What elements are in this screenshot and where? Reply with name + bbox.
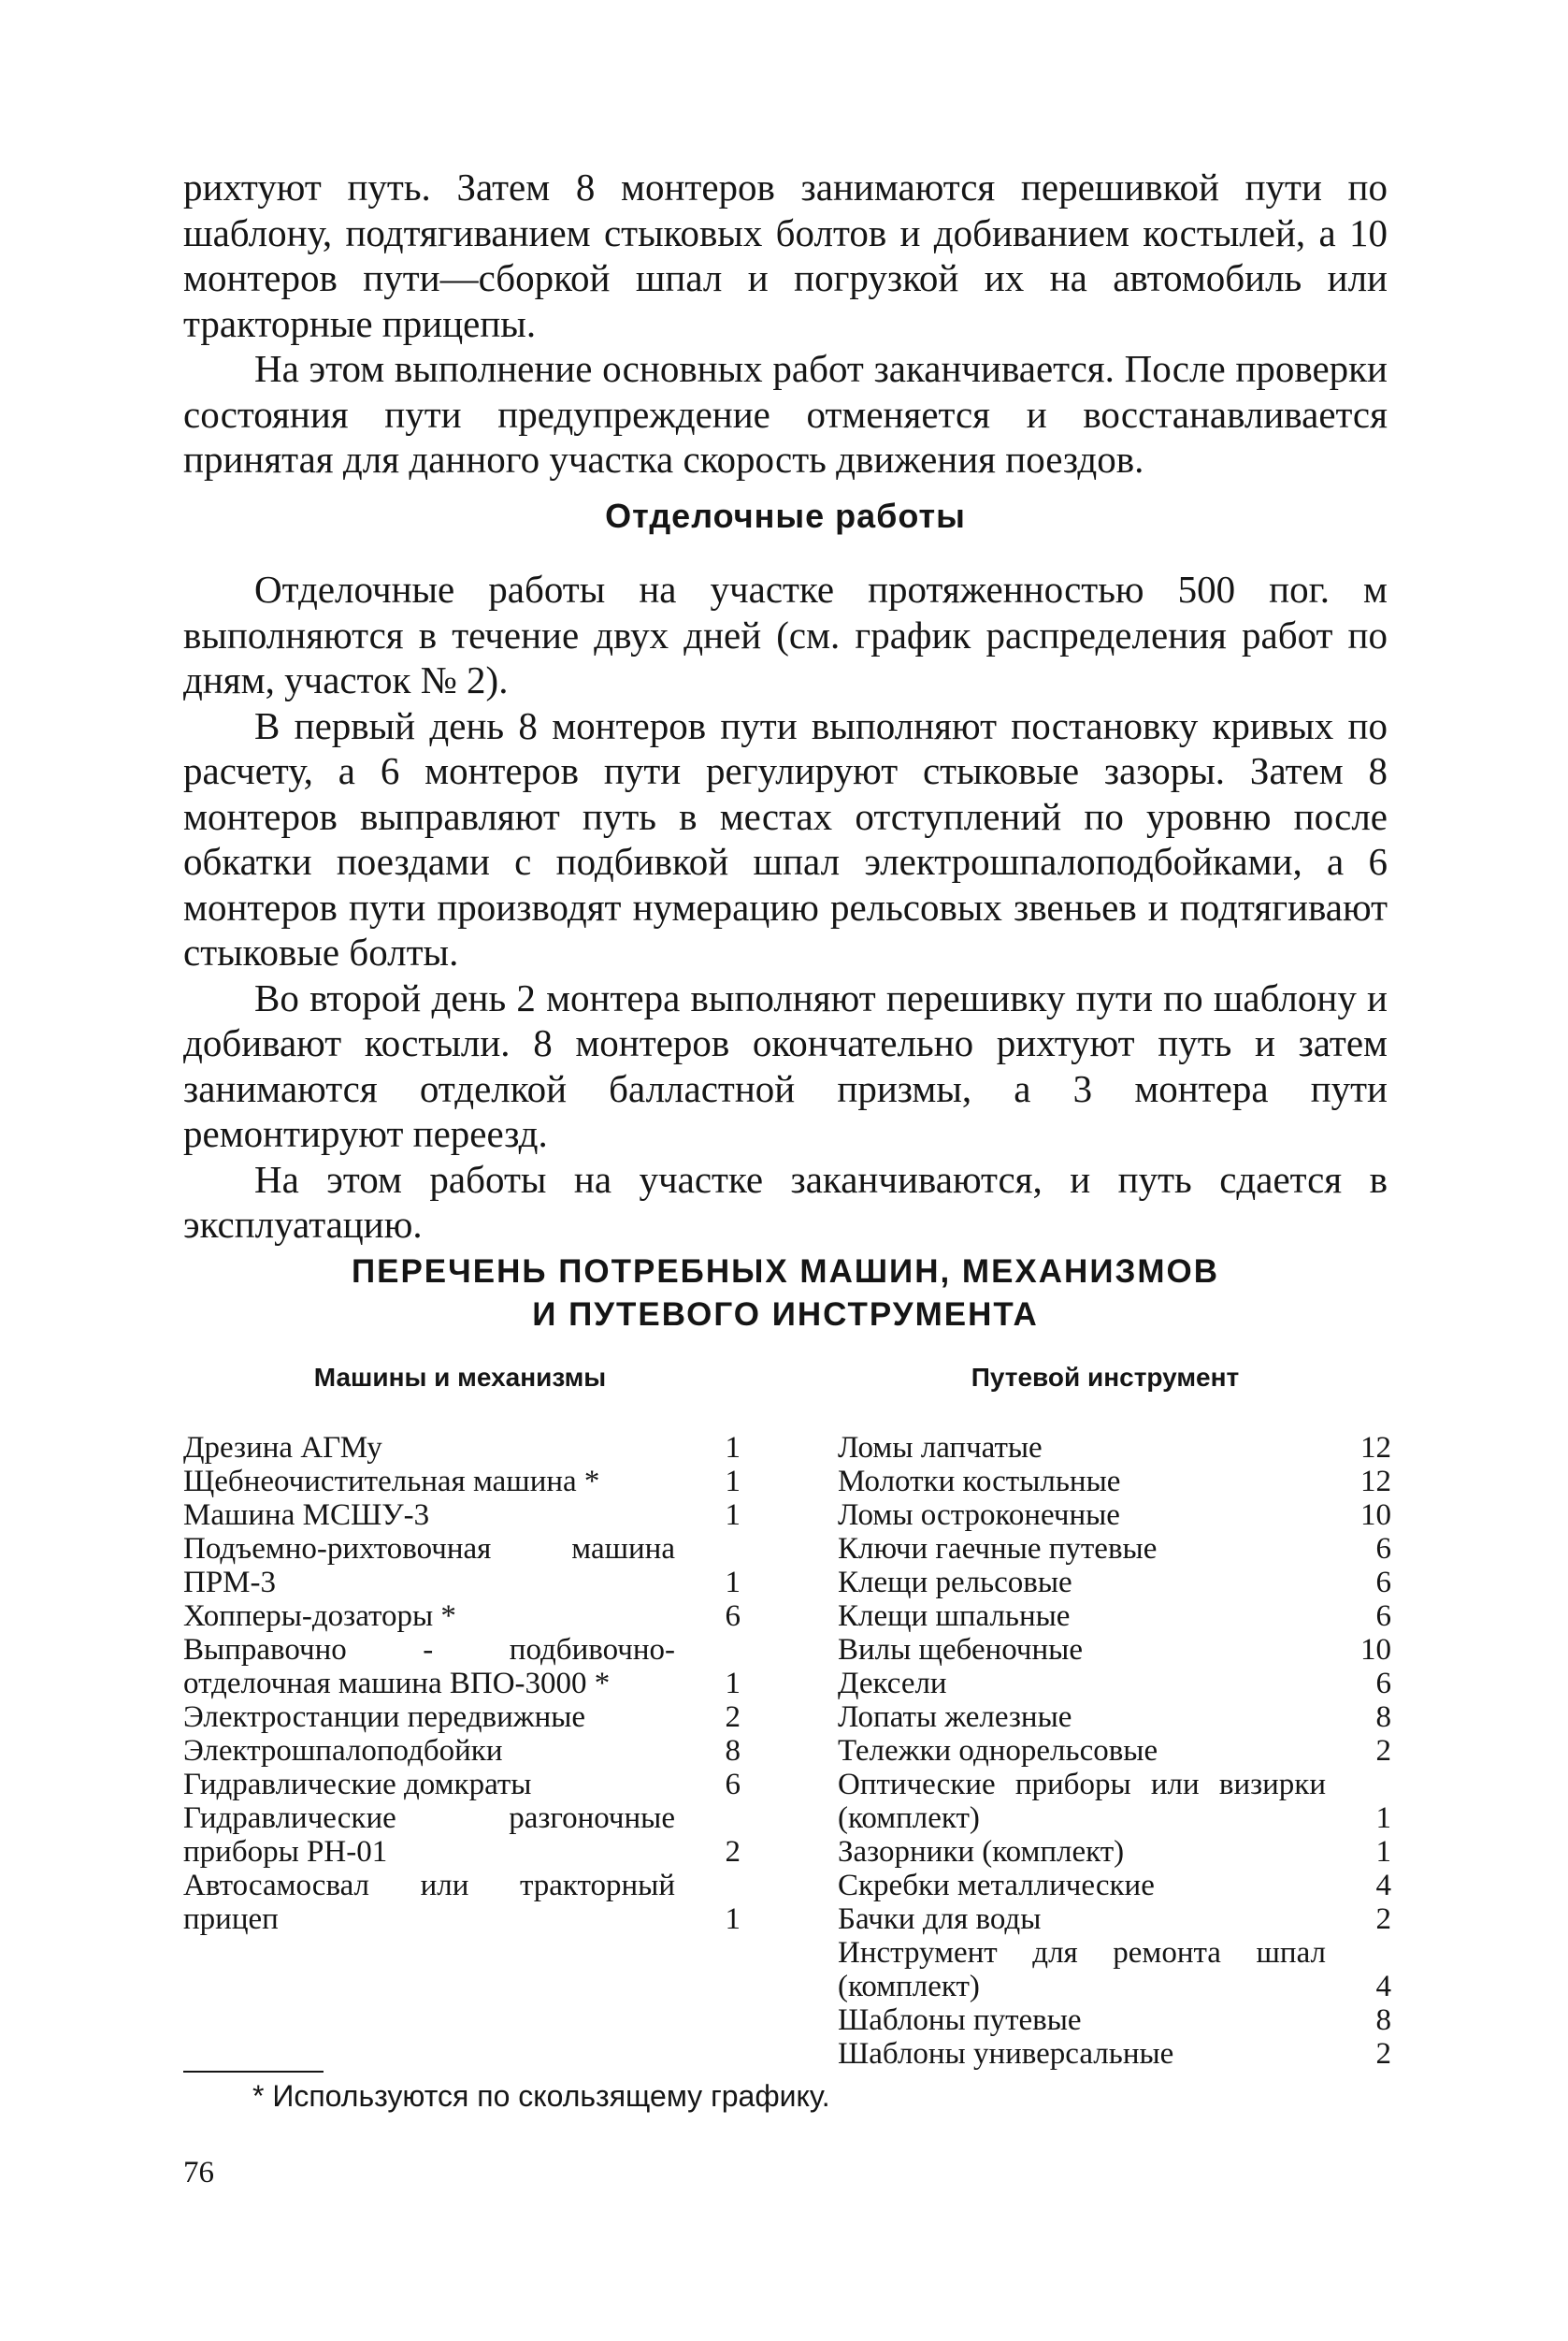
item-quantity: 2 — [725, 1700, 741, 1734]
item-quantity: 2 — [725, 1835, 741, 1869]
item-quantity: 6 — [1375, 1566, 1391, 1599]
list-item — [183, 1768, 741, 1801]
list-item — [838, 2037, 1391, 2071]
item-quantity: 1 — [1375, 1801, 1391, 1835]
item-name: Тележки однорельсовые — [838, 1734, 1158, 1768]
list-item — [183, 1465, 741, 1498]
item-name: Ломы лапчатые — [838, 1431, 1043, 1465]
item-quantity: 2 — [1375, 2037, 1391, 2071]
footnote: * Используются по скользящему графику. — [252, 2079, 830, 2113]
paragraph: рихтуют путь. Затем 8 монтеров занимаются перешивкой пути по шаблону, подтягиванием стыковых болтов и добиванием костылей, а 10 монтеров пути—сборкой шпал и погрузкой их на автомобиль или тракторные прицепы. — [183, 166, 1388, 345]
machines-column-header: Машины и механизмы — [313, 1363, 607, 1392]
item-quantity: 6 — [725, 1768, 741, 1801]
paragraph: Во второй день 2 монтера выполняют перешивку пути по шаблону и добивают костыли. 8 монтеров окончательно рихтуют путь и затем занимаются отделкой балластной призмы, а 3 монтера пути ремонтируют переезд. — [183, 975, 1388, 1155]
section-heading: Отделочные работы — [605, 496, 966, 535]
list-item — [838, 1532, 1391, 1566]
item-name: Ключи гаечные путевые — [838, 1532, 1158, 1566]
item-name: Вилы щебеночные — [838, 1633, 1084, 1667]
item-quantity: 1 — [725, 1465, 741, 1498]
footnote-divider — [183, 2071, 324, 2073]
list-item — [838, 1566, 1391, 1599]
list-item — [183, 1498, 741, 1532]
list-item — [838, 1768, 1391, 1835]
list-item — [183, 1633, 741, 1700]
item-quantity: 6 — [1375, 1667, 1391, 1700]
item-name: Гидравлические разгоночные приборы РН-01 — [183, 1801, 675, 1869]
item-name: Дексели — [838, 1667, 947, 1700]
item-quantity: 10 — [1360, 1633, 1391, 1667]
item-name: Щебнеочистительная машина * — [183, 1465, 600, 1498]
item-name: Зазорники (комплект) — [838, 1835, 1125, 1869]
item-name: Оптические приборы или визирки (комплект) — [838, 1768, 1326, 1835]
item-quantity: 1 — [725, 1902, 741, 1936]
item-quantity: 2 — [1375, 1734, 1391, 1768]
list-item — [838, 1465, 1391, 1498]
item-quantity: 6 — [1375, 1599, 1391, 1633]
list-item — [183, 1869, 741, 1936]
body-text — [183, 165, 1388, 1248]
item-name: Молотки костыльные — [838, 1465, 1121, 1498]
item-name: Шаблоны путевые — [838, 2003, 1082, 2037]
item-quantity: 2 — [1375, 1902, 1391, 1936]
list-item — [838, 1869, 1391, 1902]
list-item — [838, 2003, 1391, 2037]
item-name: Ломы остроконечные — [838, 1498, 1120, 1532]
item-quantity: 4 — [1375, 1970, 1391, 2003]
item-name: Электростанции передвижные — [183, 1700, 586, 1734]
item-quantity: 1 — [725, 1498, 741, 1532]
item-name: Машина МСШУ-3 — [183, 1498, 430, 1532]
machines-list — [183, 1431, 741, 1936]
paragraph: На этом работы на участке заканчиваются, и путь сдается в эксплуатацию. — [183, 1157, 1388, 1246]
item-name: Автосамосвал или тракторный прицеп — [183, 1869, 675, 1936]
item-name: Электрошпалоподбойки — [183, 1734, 503, 1768]
list-item — [183, 1599, 741, 1633]
paragraph: В первый день 8 монтеров пути выполняют постановку кривых по расчету, а 6 монтеров пути регулируют стыковые зазоры. Затем 8 монтеров выправляют путь в местах отступлений по уровню после обкатки поездами с подбивкой шпал электрошпалоподбойками, а 6 монтеров пути производят нумерацию рельсовых звеньев и подтягивают стыковые болты. — [183, 703, 1388, 974]
paragraph: Отделочные работы на участке протяженностью 500 пог. м выполняются в течение двух дней (см. график распределения работ по дням, участок № 2). — [183, 568, 1388, 701]
item-name: Клещи рельсовые — [838, 1566, 1072, 1599]
item-quantity: 12 — [1360, 1465, 1391, 1498]
paragraph: На этом выполнение основных работ заканчивается. После проверки состояния пути предупреждение отменяется и восстанавливается принятая для данного участка скорость движения поездов. — [183, 347, 1388, 481]
tools-list — [838, 1431, 1391, 2071]
list-item — [838, 1599, 1391, 1633]
list-item — [183, 1734, 741, 1768]
item-quantity: 1 — [725, 1566, 741, 1599]
list-item — [838, 1936, 1391, 2003]
item-name: Бачки для воды — [838, 1902, 1042, 1936]
list-item — [838, 1902, 1391, 1936]
item-quantity: 1 — [725, 1431, 741, 1465]
list-item — [838, 1431, 1391, 1465]
item-name: Гидравлические домкраты — [183, 1768, 532, 1801]
item-name: Инструмент для ремонта шпал (комплект) — [838, 1936, 1326, 2003]
list-item — [838, 1700, 1391, 1734]
list-title-line: И ПУТЕВОГО ИНСТРУМЕНТА — [532, 1296, 1039, 1333]
list-item — [838, 1667, 1391, 1700]
list-item — [183, 1431, 741, 1465]
item-quantity: 10 — [1360, 1498, 1391, 1532]
item-quantity: 8 — [1375, 2003, 1391, 2037]
list-item — [838, 1835, 1391, 1869]
item-quantity: 8 — [725, 1734, 741, 1768]
item-quantity: 6 — [725, 1599, 741, 1633]
item-name: Выправочно - подбивочно-отделочная машина ВПО-3000 * — [183, 1633, 675, 1700]
list-item — [183, 1700, 741, 1734]
item-quantity: 6 — [1375, 1532, 1391, 1566]
item-quantity: 1 — [1375, 1835, 1391, 1869]
list-title-line: ПЕРЕЧЕНЬ ПОТРЕБНЫХ МАШИН, МЕХАНИЗМОВ — [351, 1253, 1220, 1290]
item-name: Лопаты железные — [838, 1700, 1072, 1734]
item-name: Дрезина АГМу — [183, 1431, 382, 1465]
item-quantity: 4 — [1375, 1869, 1391, 1902]
list-title — [183, 1250, 1388, 1337]
item-name: Подъемно-рихтовочная машина ПРМ-3 — [183, 1532, 675, 1599]
list-item — [838, 1734, 1391, 1768]
list-item — [838, 1498, 1391, 1532]
item-quantity: 8 — [1375, 1700, 1391, 1734]
item-name: Скребки металлические — [838, 1869, 1155, 1902]
page-number: 76 — [183, 2156, 214, 2189]
list-item — [183, 1801, 741, 1869]
list-item — [838, 1633, 1391, 1667]
item-quantity: 1 — [725, 1667, 741, 1700]
list-item — [183, 1532, 741, 1599]
item-name: Шаблоны универсальные — [838, 2037, 1174, 2071]
tools-column-header: Путевой инструмент — [971, 1363, 1240, 1392]
item-name: Хопперы-дозаторы * — [183, 1599, 456, 1633]
item-quantity: 12 — [1360, 1431, 1391, 1465]
item-name: Клещи шпальные — [838, 1599, 1071, 1633]
